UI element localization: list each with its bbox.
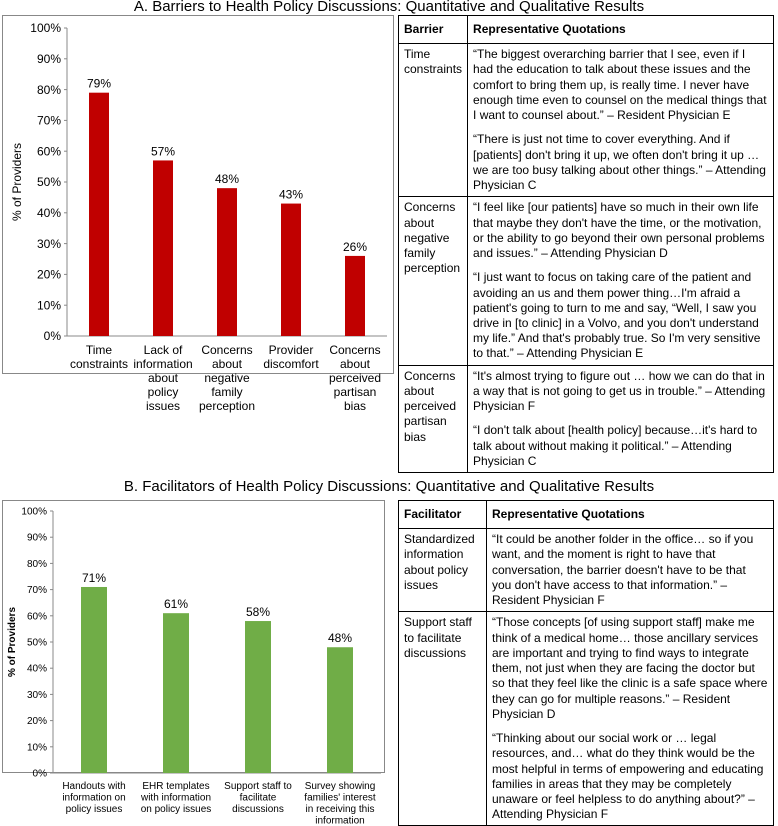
quotation: “It could be another folder in the office… so if you want, and the moment is right to have that conversation, the barrier doesn't have to be that you don't have access to that information.” – Resident Physician F [492, 532, 768, 608]
data-label: 43% [279, 188, 303, 202]
y-tick-label: 0% [44, 329, 62, 343]
data-label: 57% [151, 144, 175, 158]
y-axis-label: % of Providers [7, 607, 18, 677]
category-line: perception [199, 399, 255, 413]
x-category-label [224, 781, 292, 815]
facilitators-table [398, 500, 774, 826]
bar [217, 188, 237, 336]
quotation: “I don't talk about [health policy] because…it's hard to talk about without making it political.” – Attending Physician C [473, 423, 768, 469]
y-axis-label: % of Providers [10, 143, 24, 221]
category-line: Handouts with [62, 781, 125, 792]
quotations-cell [468, 44, 774, 197]
x-category-label [329, 343, 381, 413]
row-label: Concerns about perceived partisan bias [399, 365, 468, 472]
category-line: policy issues [66, 804, 123, 815]
y-tick-label: 30% [37, 237, 61, 251]
category-line: facilitate [240, 793, 277, 804]
x-category-label [62, 781, 125, 815]
row-label: Time constraints [399, 44, 468, 197]
bar [345, 256, 365, 336]
quotations-cell [468, 365, 774, 472]
y-tick-label: 10% [27, 742, 47, 753]
category-line: bias [344, 399, 366, 413]
y-tick-label: 30% [27, 690, 47, 701]
quotations-cell [468, 197, 774, 365]
y-tick-label: 60% [27, 611, 47, 622]
x-category-label [263, 343, 319, 371]
y-tick-label: 0% [33, 769, 48, 780]
y-tick-label: 90% [37, 52, 61, 66]
category-line: discomfort [263, 357, 319, 371]
data-label: 48% [328, 631, 352, 645]
quotation: “There is just not time to cover everything. And if [patients] don't bring it up, we often don't bring it up … we are too busy talking about other things.” – Attending Physician C [473, 132, 768, 193]
category-line: Concerns [329, 343, 380, 357]
y-tick-label: 60% [37, 144, 61, 158]
bar [245, 621, 271, 773]
table-row [399, 365, 774, 472]
column-header: Representative Quotations [468, 16, 774, 44]
data-label: 26% [343, 240, 367, 254]
bar [327, 647, 353, 773]
category-line: with information [140, 793, 211, 804]
category-line: on policy issues [141, 804, 212, 815]
category-line: partisan [334, 385, 377, 399]
data-label: 79% [87, 77, 111, 91]
category-line: Provider [269, 343, 314, 357]
category-line: families' interest [304, 793, 376, 804]
category-line: issues [146, 399, 180, 413]
y-tick-label: 90% [27, 533, 47, 544]
y-tick-label: 20% [37, 268, 61, 282]
row-label: Standardized information about policy issues [399, 529, 487, 612]
column-header: Barrier [399, 16, 468, 44]
y-tick-label: 10% [37, 298, 61, 312]
row-label: Concerns about negative family perception [399, 197, 468, 365]
data-label: 48% [215, 172, 239, 186]
quotation: “Those concepts [of using support staff] make me think of a medical home… those ancillary services are important and trying to find ways to integrate them, not just when they are facing the doctor but so that they feel like the clinic is a safe space where they can go for multiple reasons.” – Resident Physician D [492, 615, 768, 722]
data-label: 71% [82, 571, 106, 585]
quotation: “The biggest overarching barrier that I see, even if I had the education to talk about these issues and the comfort to bring them up, is really time. I never have enough time even to counsel on the medical things that I want to counsel about.” – Resident Physician E [473, 47, 768, 123]
x-category-label [199, 343, 255, 413]
y-tick-label: 70% [27, 585, 47, 596]
category-line: Concerns [201, 343, 252, 357]
y-tick-label: 40% [27, 664, 47, 675]
facilitators-chart-svg [3, 501, 384, 772]
y-tick-label: 80% [27, 559, 47, 570]
quotation: “Thinking about our social work or … legal resources, and… what do they think would be the most helpful in terms of empowering and educating families in areas that they may be completely unaware or feel helpless to do anything about?” – Attending Physician F [492, 731, 768, 822]
table-row [399, 612, 774, 826]
data-label: 58% [246, 605, 270, 619]
bar [163, 613, 189, 773]
category-line: EHR templates [142, 781, 209, 792]
category-line: constraints [70, 357, 128, 371]
y-tick-label: 70% [37, 114, 61, 128]
category-line: about [148, 371, 179, 385]
y-tick-label: 100% [30, 21, 61, 35]
table-row [399, 197, 774, 365]
category-line: perceived [329, 371, 381, 385]
y-tick-label: 50% [27, 638, 47, 649]
x-category-label [140, 781, 211, 815]
panel-b-title: B. Facilitators of Health Policy Discussions: Quantitative and Qualitative Results [0, 478, 778, 495]
quotations-cell [487, 612, 774, 826]
quotation: “It's almost trying to figure out … how we can do that in a way that is not going to get us in trouble.” – Attending Physician F [473, 369, 768, 415]
y-tick-label: 80% [37, 83, 61, 97]
x-category-label [133, 343, 192, 413]
column-header: Facilitator [399, 501, 487, 529]
table-header-row [399, 501, 774, 529]
data-label: 61% [164, 597, 188, 611]
bar [81, 587, 107, 773]
table-row [399, 44, 774, 197]
table-header-row [399, 16, 774, 44]
category-line: Support staff to [224, 781, 292, 792]
quotation: “I feel like [our patients] have so much in their own life that maybe they don't have the time, or the motivation, or the ability to go beyond their own personal problems and issues.” – Attending Physician D [473, 200, 768, 261]
category-line: in receiving this [306, 804, 375, 815]
quotations-cell [487, 529, 774, 612]
table-row [399, 529, 774, 612]
x-category-label [304, 781, 376, 826]
category-line: policy [148, 385, 179, 399]
category-line: information [315, 816, 364, 826]
y-tick-label: 20% [27, 716, 47, 727]
bar [153, 160, 173, 336]
category-line: about [340, 357, 371, 371]
barriers-chart-svg [3, 16, 393, 373]
category-line: information [133, 357, 192, 371]
category-line: discussions [232, 804, 284, 815]
quotation: “I just want to focus on taking care of the patient and avoiding an us and them power thing…I'm afraid a patient's going to turn to me and say, “Well, I saw you drive in [to clinic] in a Volvo, and you don't understand my life.” And that's probably true. So I'm very sensitive to that.” – Attending Physician E [473, 270, 768, 361]
y-tick-label: 40% [37, 206, 61, 220]
row-label: Support staff to facilitate discussions [399, 612, 487, 826]
column-header: Representative Quotations [487, 501, 774, 529]
x-category-label [70, 343, 128, 371]
category-line: information on [62, 793, 125, 804]
category-line: Survey showing [305, 781, 376, 792]
category-line: negative [204, 371, 250, 385]
category-line: family [211, 385, 242, 399]
y-tick-label: 100% [21, 507, 47, 518]
category-line: Time [86, 343, 113, 357]
barriers-table [398, 15, 774, 473]
bar [89, 93, 109, 336]
bar [281, 204, 301, 336]
category-line: Lack of [144, 343, 183, 357]
barriers-chart [2, 15, 394, 374]
y-tick-label: 50% [37, 175, 61, 189]
panel-a-title: A. Barriers to Health Policy Discussions: Quantitative and Qualitative Results [0, 0, 778, 15]
category-line: about [212, 357, 243, 371]
facilitators-chart [2, 500, 385, 773]
